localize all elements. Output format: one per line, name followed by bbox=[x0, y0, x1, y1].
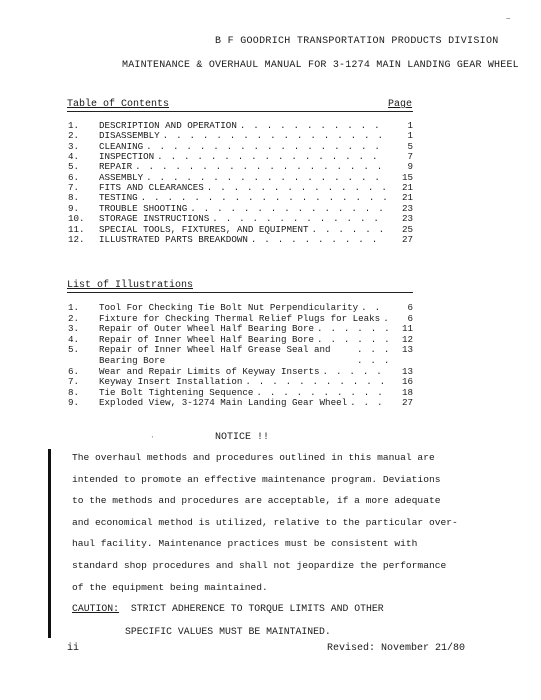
illustrations-rule bbox=[67, 292, 413, 293]
notice-sidebar-bar bbox=[48, 449, 51, 638]
illustration-page: 12 bbox=[401, 333, 413, 345]
toc-rule bbox=[67, 111, 413, 112]
notice-line: The overhaul methods and procedures outlined in this manual are bbox=[72, 452, 435, 463]
leader-dots: . . . . . . bbox=[317, 323, 391, 335]
toc-item-label: SPECIAL TOOLS, FIXTURES, AND EQUIPMENT bbox=[99, 223, 309, 235]
illustration-label: Keyway Insert Installation bbox=[99, 376, 243, 388]
toc-item bbox=[68, 203, 413, 214]
toc-item bbox=[68, 224, 413, 235]
notice-line: and economical method is utilized, relative to the particular over- bbox=[72, 516, 458, 528]
leader-dots: . . . . . . . . . . . . . . . bbox=[190, 202, 385, 214]
illustration-number: 2. bbox=[68, 312, 80, 324]
leader-dots: . . . . . . . . . . . . . . . . . bbox=[162, 130, 385, 142]
leader-dots: . . . . . . . . . . . . . . . . . bbox=[157, 151, 379, 163]
page-number: ii bbox=[67, 643, 80, 654]
leader-dots: . bbox=[383, 312, 390, 324]
illustration-item bbox=[68, 366, 413, 377]
toc-item-label: TROUBLE SHOOTING bbox=[99, 202, 188, 214]
illustration-label: Repair of Inner Wheel Half Bearing Bore bbox=[99, 333, 315, 345]
toc-item-page: 1 bbox=[407, 130, 413, 142]
toc-item-label: DISASSEMBLY bbox=[99, 130, 160, 142]
illustration-number: 3. bbox=[68, 323, 80, 335]
toc-item-number: 12. bbox=[68, 233, 85, 245]
toc-item-label: CLEANING bbox=[99, 140, 144, 152]
illustration-item bbox=[68, 323, 413, 334]
notice-title: NOTICE !! bbox=[215, 432, 270, 443]
toc-item bbox=[68, 130, 413, 141]
toc-item-number: 3. bbox=[68, 140, 80, 152]
illustration-item bbox=[68, 302, 413, 313]
illustration-item bbox=[68, 387, 413, 398]
illustration-page: 13 bbox=[401, 344, 413, 356]
illustration-label: Repair of Inner Wheel Half Grease Seal and Bearing Bore bbox=[99, 344, 331, 367]
notice-line: of the equipment being maintained. bbox=[72, 581, 268, 593]
illustration-number: 1. bbox=[68, 302, 80, 313]
toc-item-number: 8. bbox=[68, 192, 80, 204]
notice-line: to the methods and procedures are acceptable, if a more adequate bbox=[72, 495, 441, 507]
notice-line: standard shop procedures and shall not jeopardize the performance bbox=[72, 559, 447, 571]
leader-dots: . . . . . . . . . . . . . bbox=[212, 213, 381, 225]
caution-label: CAUTION: bbox=[72, 603, 120, 614]
toc-title: Table of Contents bbox=[67, 99, 170, 110]
caution-line bbox=[72, 603, 384, 614]
illustration-number: 5. bbox=[68, 344, 80, 356]
illustration-page: 13 bbox=[401, 365, 413, 377]
caution-text-continued: SPECIFIC VALUES MUST BE MAINTAINED. bbox=[125, 626, 331, 637]
toc-item-page: 27 bbox=[401, 233, 413, 245]
toc-page-label: Page bbox=[388, 99, 413, 110]
leader-dots: . . . . . bbox=[322, 365, 383, 377]
toc-item-number: 2. bbox=[68, 130, 80, 142]
toc-item-number: 1. bbox=[68, 120, 80, 131]
illustration-page: 18 bbox=[401, 386, 413, 398]
illustration-page: 16 bbox=[401, 376, 413, 388]
toc-item bbox=[68, 213, 413, 224]
illustration-number: 4. bbox=[68, 333, 80, 345]
caution-text: STRICT ADHERENCE TO TORQUE LIMITS AND OTHER bbox=[130, 603, 384, 614]
toc-item-page: 1 bbox=[407, 120, 413, 131]
toc-item-page: 25 bbox=[401, 223, 413, 235]
toc-item bbox=[68, 141, 413, 152]
toc-item-page: 23 bbox=[401, 213, 413, 225]
leader-dots: . . . . . . . . . . bbox=[256, 386, 384, 398]
toc-item-page: 15 bbox=[401, 171, 413, 183]
toc-item-label: DESCRIPTION AND OPERATION bbox=[99, 120, 237, 131]
toc-item bbox=[68, 182, 413, 193]
leader-dots: . . . . . . . . . . . . . . . . . . . bbox=[135, 161, 384, 173]
toc-item-number: 9. bbox=[68, 202, 80, 214]
illustration-item bbox=[68, 397, 413, 408]
illustration-page: 11 bbox=[401, 323, 413, 335]
illustration-number: 6. bbox=[68, 365, 80, 377]
illustration-item bbox=[68, 313, 413, 324]
revised-date: Revised: November 21/80 bbox=[327, 643, 466, 654]
manual-title: MAINTENANCE & OVERHAUL MANUAL FOR 3-1274 MAIN LANDING GEAR WHEEL bbox=[122, 60, 519, 71]
toc-item-number: 7. bbox=[68, 182, 80, 194]
toc-item bbox=[68, 151, 413, 162]
toc-item-page: 21 bbox=[401, 192, 413, 204]
scan-dot: · bbox=[150, 433, 155, 442]
leader-dots: . . . . . . . . . . . . . . . . . . bbox=[146, 140, 382, 152]
toc-item-label: TESTING bbox=[99, 192, 138, 204]
toc-item-label: FITS AND CLEARANCES bbox=[99, 182, 204, 194]
leader-dots: . . . . . . bbox=[357, 344, 391, 367]
leader-dots: . . . . . . . . . . . . . . . . . . . bbox=[140, 192, 390, 204]
leader-dots: . . . . . . . . . . . . . . bbox=[206, 182, 389, 194]
illustration-label: Fixture for Checking Thermal Relief Plugs for Leaks bbox=[99, 312, 381, 324]
illustration-page: 6 bbox=[407, 312, 413, 324]
illustration-item bbox=[68, 344, 413, 366]
toc-item-page: 21 bbox=[401, 182, 413, 194]
leader-dots: . . . . . . . . . . . bbox=[239, 120, 381, 131]
toc-item bbox=[68, 234, 413, 245]
illustration-item bbox=[68, 334, 413, 345]
toc-item-page: 5 bbox=[407, 140, 413, 152]
illustration-label: Wear and Repair Limits of Keyway Inserts bbox=[99, 365, 320, 377]
leader-dots: . . . . . . . . . . . bbox=[245, 376, 387, 388]
illustration-label: Repair of Outer Wheel Half Bearing Bore bbox=[99, 323, 315, 335]
toc-item-label: ILLUSTRATED PARTS BREAKDOWN bbox=[99, 233, 248, 245]
illustration-page: 6 bbox=[407, 302, 413, 313]
illustration-page: 27 bbox=[401, 397, 413, 409]
leader-dots: . . . . . . bbox=[311, 223, 386, 235]
toc-item-label: INSPECTION bbox=[99, 151, 155, 163]
company-header: B F GOODRICH TRANSPORTATION PRODUCTS DIVISION bbox=[215, 36, 499, 47]
illustration-number: 9. bbox=[68, 397, 80, 409]
toc-item-number: 4. bbox=[68, 151, 80, 163]
toc-item bbox=[68, 161, 413, 172]
illustration-number: 7. bbox=[68, 376, 80, 388]
illustration-number: 8. bbox=[68, 386, 80, 398]
toc-item-label: ASSEMBLY bbox=[99, 171, 144, 183]
illustration-item bbox=[68, 376, 413, 387]
notice-line: intended to promote an effective maintenance program. Deviations bbox=[72, 473, 441, 485]
toc-item-label: REPAIR bbox=[99, 161, 133, 173]
leader-dots: . . . . . . . . . . bbox=[250, 233, 379, 245]
toc-item-page: 9 bbox=[407, 161, 413, 173]
leader-dots: . . bbox=[361, 302, 382, 313]
notice-line: haul facility. Maintenance practices must be consistent with bbox=[72, 538, 418, 550]
illustration-label: Exploded View, 3-1274 Main Landing Gear Wheel bbox=[99, 397, 348, 409]
illustrations-title: List of Illustrations bbox=[67, 280, 194, 291]
illustration-label: Tie Bolt Tightening Sequence bbox=[99, 386, 254, 398]
leader-dots: . . . . . . bbox=[317, 333, 391, 345]
notice-body bbox=[72, 452, 458, 603]
toc-item-number: 5. bbox=[68, 161, 80, 173]
toc-item bbox=[68, 192, 413, 203]
toc-item-page: 23 bbox=[401, 202, 413, 214]
toc-item-page: 7 bbox=[407, 151, 413, 163]
toc-item-label: STORAGE INSTRUCTIONS bbox=[99, 213, 210, 225]
leader-dots: . . . bbox=[350, 397, 384, 409]
leader-dots: . . . . . . . . . . . . . . . . . . bbox=[146, 171, 382, 183]
scan-mark: – bbox=[506, 14, 511, 24]
toc-item bbox=[68, 172, 413, 183]
toc-item-number: 11. bbox=[68, 223, 85, 235]
toc-item bbox=[68, 120, 413, 131]
toc-item-number: 10. bbox=[68, 213, 85, 225]
illustration-label: Tool For Checking Tie Bolt Nut Perpendicularity bbox=[99, 302, 359, 313]
toc-item-number: 6. bbox=[68, 171, 80, 183]
